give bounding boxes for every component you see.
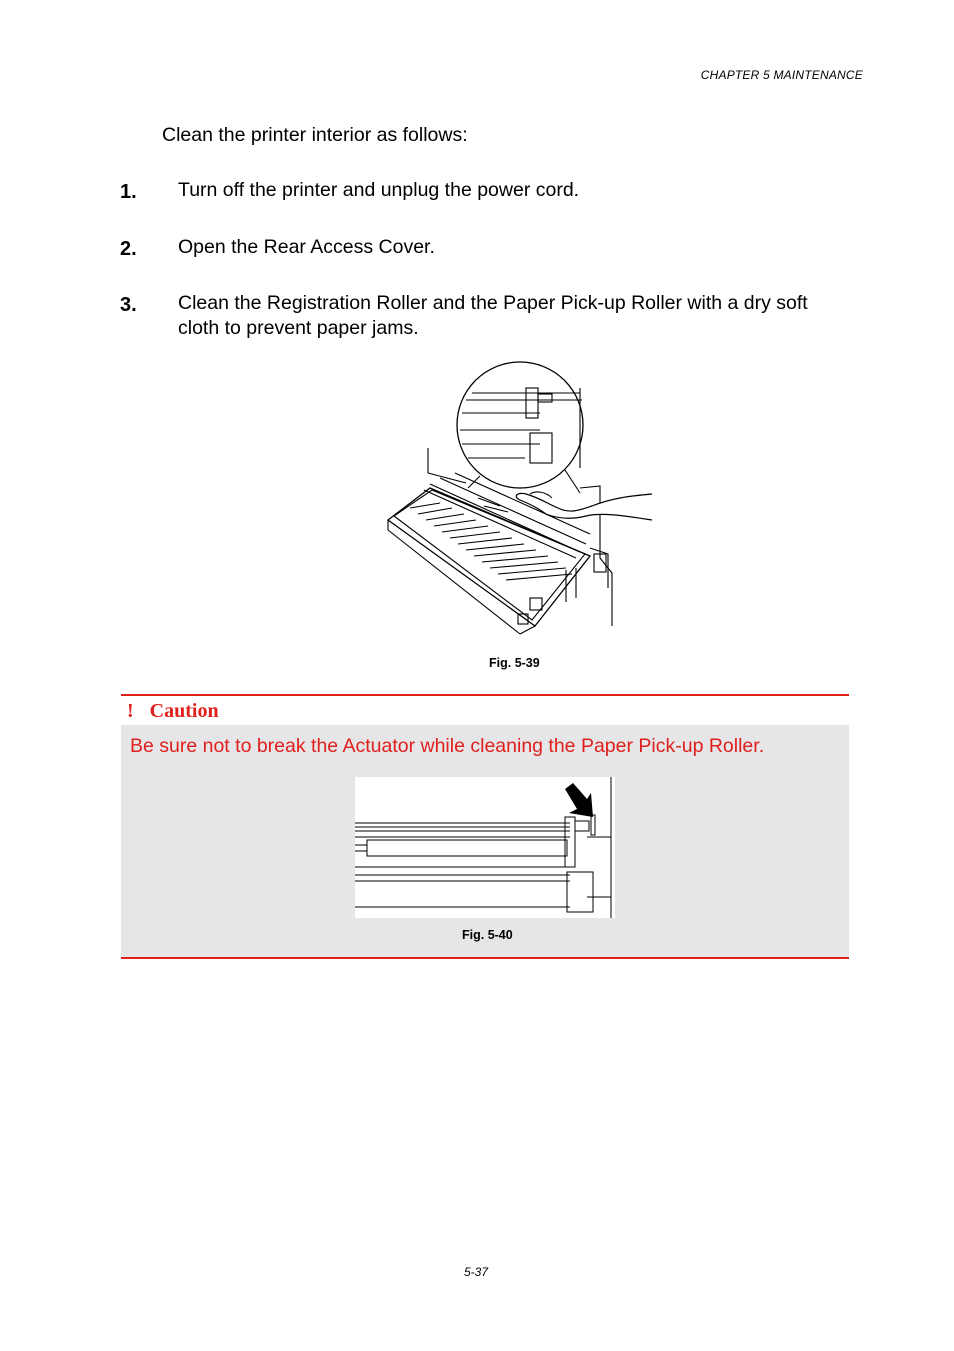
step-text: Clean the Registration Roller and the Paper Pick-up Roller with a dry soft cloth to prevent paper jams. (178, 292, 808, 339)
figure-caption: Fig. 5-40 (462, 928, 513, 942)
arrow-icon (565, 783, 593, 817)
caution-title: Caution (149, 700, 219, 722)
chapter-header: CHAPTER 5 MAINTENANCE (700, 68, 863, 82)
intro-text: Clean the printer interior as follows: (162, 124, 468, 146)
caution-top-rule (121, 694, 849, 696)
step-number: 1. (120, 181, 137, 203)
step-1 (120, 178, 840, 203)
step-number: 2. (120, 238, 137, 260)
step-number: 3. (120, 294, 137, 316)
step-text: Open the Rear Access Cover. (178, 236, 435, 258)
warning-icon: ! (127, 700, 134, 722)
caution-bottom-rule (121, 957, 849, 959)
caution-heading (127, 700, 219, 723)
figure-caption: Fig. 5-39 (489, 656, 540, 670)
step-text: Turn off the printer and unplug the power cord. (178, 179, 580, 201)
caution-text: Be sure not to break the Actuator while cleaning the Paper Pick-up Roller. (130, 735, 765, 757)
printer-cleaning-illustration (380, 358, 660, 636)
roller-closeup-illustration (355, 777, 615, 918)
step-2 (120, 235, 840, 260)
page-number: 5-37 (464, 1265, 489, 1279)
step-3 (120, 291, 840, 341)
